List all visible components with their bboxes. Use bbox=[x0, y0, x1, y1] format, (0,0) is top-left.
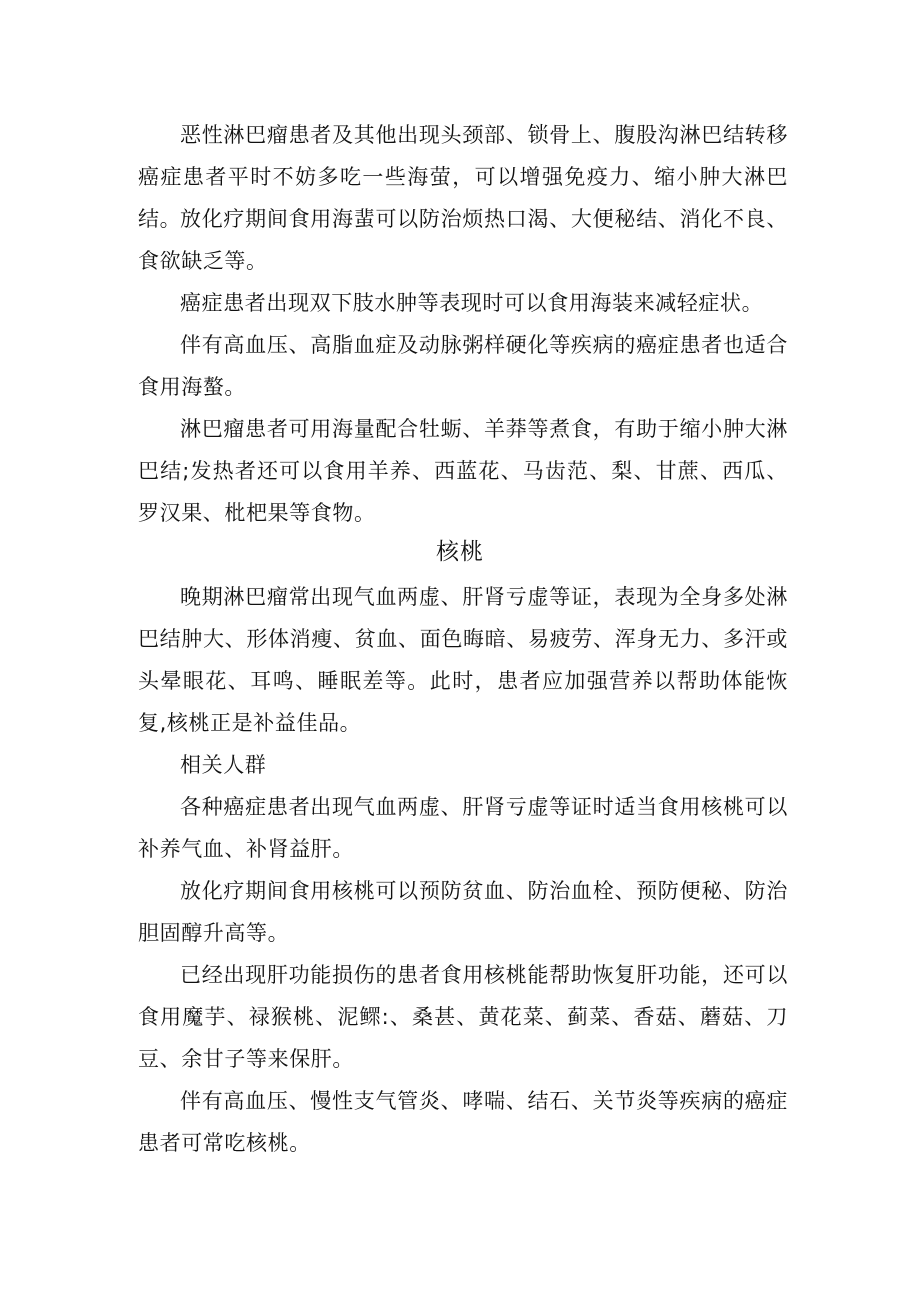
paragraph-walnut-hypertension: 伴有高血压、慢性支气管炎、哮喘、结石、关节炎等疾病的癌症患者可常吃核桃。 bbox=[138, 1089, 788, 1155]
paragraph-walnut-chemo: 放化疗期间食用核桃可以预防贫血、防治血栓、预防便秘、防治胆固醇升高等。 bbox=[138, 879, 788, 945]
paragraph-walnut-qi-blood: 各种癌症患者出现气血两虚、肝肾亏虚等证时适当食用核桃可以补养气血、补肾益肝。 bbox=[138, 795, 788, 861]
section-title-walnut: 核桃 bbox=[436, 539, 484, 565]
subheading-related-groups: 相关人群 bbox=[180, 753, 267, 777]
paragraph-walnut-liver: 已经出现肝功能损伤的患者食用核桃能帮助恢复肝功能，还可以食用魔芋、禄猴桃、泥鳏:、桑甚、黄花菜、蓟菜、香菇、蘑菇、刀豆、余甘子等来保肝。 bbox=[138, 963, 788, 1071]
paragraph-haizao-lymphoma-recipe: 淋巴瘤患者可用海量配合牡蛎、羊莽等煮食，有助于缩小肿大淋巴结;发热者还可以食用羊养、西蓝花、马齿范、梨、甘蔗、西瓜、罗汉果、枇杷果等食物。 bbox=[138, 417, 788, 525]
paragraph-haizao-chemo: 放化疗期间食用海蜚可以防治烦热口渴、大便秘结、消化不良、食欲缺乏等。 bbox=[138, 207, 788, 273]
paragraph-walnut-intro: 晚期淋巴瘤常出现气血两虚、肝肾亏虚等证，表现为全身多处淋巴结肿大、形体消瘦、贫血、面色晦暗、易疲劳、浑身无力、多汗或头晕眼花、耳鸣、睡眠差等。此时，患者应加强营养以帮助体能恢复,核桃正是补益佳品。 bbox=[138, 585, 788, 735]
paragraph-haizao-edema: 癌症患者出现双下肢水肿等表现时可以食用海装来减轻症状。 bbox=[180, 291, 764, 315]
paragraph-haizao-lymph-metastasis: 恶性淋巴瘤患者及其他出现头颈部、锁骨上、腹股沟淋巴结转移癌症患者平时不妨多吃一些海萤，可以增强免疫力、缩小肿大淋巴结。 bbox=[138, 123, 788, 231]
paragraph-haizao-hypertension: 伴有高血压、高脂血症及动脉粥样硬化等疾病的癌症患者也适合食用海螯。 bbox=[138, 333, 788, 399]
